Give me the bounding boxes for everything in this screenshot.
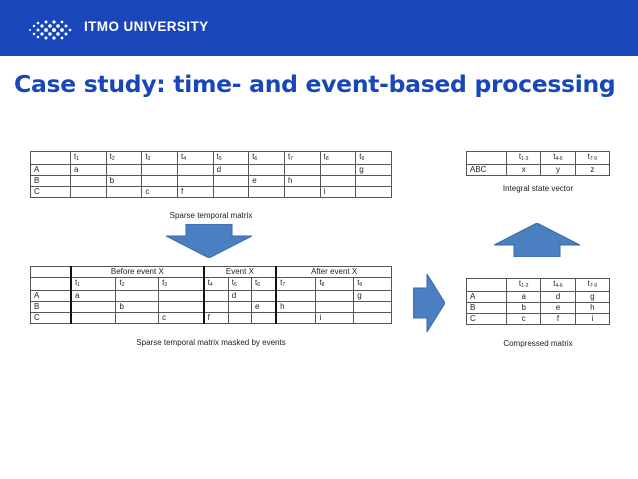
table-row	[31, 302, 392, 313]
matrix-cell	[252, 313, 277, 324]
matrix-cell: h	[276, 302, 316, 313]
matrix-cell: b	[106, 176, 142, 187]
row-label: ABC	[467, 165, 507, 176]
matrix-cell: g	[575, 292, 609, 303]
matrix-cell: h	[575, 303, 609, 314]
row-label: C	[467, 314, 507, 325]
matrix-cell: c	[507, 314, 541, 325]
sparse-matrix-caption: Sparse temporal matrix	[169, 211, 253, 220]
compressed-matrix-caption: Compressed matrix	[503, 339, 573, 348]
row-label: A	[31, 291, 72, 302]
matrix-cell: a	[71, 291, 116, 302]
table-row	[31, 165, 392, 176]
matrix-cell	[106, 187, 142, 198]
matrix-cell: e	[249, 176, 285, 187]
matrix-cell: x	[507, 165, 541, 176]
logo-text: ITMO UNIVERSITY	[84, 19, 209, 34]
column-header: $t_{4-6}$	[541, 152, 575, 165]
corner-cell	[31, 278, 72, 291]
row-label: C	[31, 313, 72, 324]
matrix-cell: f	[204, 313, 229, 324]
matrix-cell: d	[228, 291, 251, 302]
matrix-cell	[116, 313, 159, 324]
matrix-cell	[204, 302, 229, 313]
matrix-cell: g	[356, 165, 392, 176]
column-header: $t_8$	[320, 152, 356, 165]
matrix-cell	[320, 176, 356, 187]
matrix-cell	[159, 291, 204, 302]
matrix-cell	[213, 176, 249, 187]
matrix-cell	[356, 187, 392, 198]
matrix-cell	[106, 165, 142, 176]
sparse-temporal-matrix	[30, 151, 392, 198]
matrix-cell	[284, 187, 320, 198]
column-header: $t_2$	[106, 152, 142, 165]
integral-vector-caption: Integral state vector	[502, 184, 574, 193]
matrix-cell	[276, 291, 316, 302]
column-header: $t_2$	[116, 278, 159, 291]
matrix-cell: c	[142, 187, 178, 198]
matrix-cell	[71, 176, 107, 187]
row-label: B	[467, 303, 507, 314]
group-header-1: Before event X	[71, 267, 204, 278]
column-header: $t_3$	[159, 278, 204, 291]
matrix-cell	[356, 176, 392, 187]
column-header: $t_7$	[276, 278, 316, 291]
table-row	[31, 187, 392, 198]
down-arrow-icon	[166, 224, 252, 258]
right-arrow-icon	[413, 274, 445, 332]
row-label: C	[31, 187, 71, 198]
matrix-cell: h	[284, 176, 320, 187]
matrix-cell	[228, 313, 251, 324]
matrix-cell: f	[541, 314, 575, 325]
column-header-row	[467, 152, 610, 165]
matrix-cell	[228, 302, 251, 313]
column-header: $t_9$	[356, 152, 392, 165]
matrix-cell: b	[507, 303, 541, 314]
corner-cell	[467, 152, 507, 165]
column-header-row	[31, 278, 392, 291]
matrix-cell	[71, 302, 116, 313]
column-header: $t_{7-9}$	[575, 152, 609, 165]
column-header: $t_5$	[213, 152, 249, 165]
matrix-cell	[204, 291, 229, 302]
column-header: $t_6$	[252, 278, 277, 291]
table-row	[467, 292, 610, 303]
column-header: $t_1$	[71, 278, 116, 291]
column-header: $t_5$	[228, 278, 251, 291]
matrix-cell: c	[159, 313, 204, 324]
column-header: $t_{1-3}$	[507, 279, 541, 292]
column-header: $t_1$	[71, 152, 107, 165]
matrix-cell: d	[213, 165, 249, 176]
matrix-cell	[159, 302, 204, 313]
corner-cell	[31, 267, 72, 278]
matrix-cell	[252, 291, 277, 302]
row-label: B	[31, 302, 72, 313]
matrix-cell: a	[71, 165, 107, 176]
column-header: $t_{7-9}$	[575, 279, 609, 292]
column-header: $t_{4-6}$	[541, 279, 575, 292]
matrix-cell	[177, 165, 213, 176]
matrix-cell: i	[316, 313, 354, 324]
matrix-cell	[284, 165, 320, 176]
slide-title: Case study: time- and event-based processing	[14, 70, 616, 98]
row-label: A	[467, 292, 507, 303]
matrix-cell	[276, 313, 316, 324]
matrix-cell: d	[541, 292, 575, 303]
row-label: A	[31, 165, 71, 176]
column-header: $t_6$	[249, 152, 285, 165]
matrix-cell	[142, 176, 178, 187]
column-header: $t_9$	[354, 278, 392, 291]
table-row	[467, 303, 610, 314]
table-row	[31, 291, 392, 302]
matrix-cell	[354, 313, 392, 324]
column-header: $t_4$	[204, 278, 229, 291]
column-header-row	[31, 152, 392, 165]
matrix-cell: i	[320, 187, 356, 198]
matrix-cell	[316, 291, 354, 302]
table-row	[467, 314, 610, 325]
matrix-cell	[249, 165, 285, 176]
masked-matrix-caption: Sparse temporal matrix masked by events	[136, 338, 286, 347]
masked-temporal-matrix	[30, 266, 392, 324]
row-label: B	[31, 176, 71, 187]
matrix-cell	[177, 176, 213, 187]
matrix-cell: b	[116, 302, 159, 313]
matrix-cell: f	[177, 187, 213, 198]
column-header: $t_3$	[142, 152, 178, 165]
group-header-row	[31, 267, 392, 278]
matrix-cell	[71, 313, 116, 324]
column-header-row	[467, 279, 610, 292]
matrix-cell: g	[354, 291, 392, 302]
group-header-3: After event X	[276, 267, 391, 278]
column-header: $t_4$	[177, 152, 213, 165]
matrix-cell	[354, 302, 392, 313]
itmo-logo-icon	[27, 19, 72, 41]
table-row	[31, 313, 392, 324]
integral-state-vector	[466, 151, 610, 176]
matrix-cell	[316, 302, 354, 313]
table-row	[467, 165, 610, 176]
matrix-cell: y	[541, 165, 575, 176]
matrix-cell	[71, 187, 107, 198]
compressed-matrix	[466, 278, 610, 325]
group-header-2: Event X	[204, 267, 276, 278]
table-row	[31, 176, 392, 187]
corner-cell	[31, 152, 71, 165]
matrix-cell: a	[507, 292, 541, 303]
matrix-cell: z	[575, 165, 609, 176]
matrix-cell: i	[575, 314, 609, 325]
column-header: $t_7$	[284, 152, 320, 165]
matrix-cell: e	[252, 302, 277, 313]
matrix-cell	[249, 187, 285, 198]
matrix-cell	[213, 187, 249, 198]
header-bar	[0, 0, 638, 56]
up-arrow-icon	[494, 223, 580, 257]
corner-cell	[467, 279, 507, 292]
matrix-cell	[116, 291, 159, 302]
matrix-cell: e	[541, 303, 575, 314]
matrix-cell	[320, 165, 356, 176]
column-header: $t_8$	[316, 278, 354, 291]
column-header: $t_{1-3}$	[507, 152, 541, 165]
matrix-cell	[142, 165, 178, 176]
